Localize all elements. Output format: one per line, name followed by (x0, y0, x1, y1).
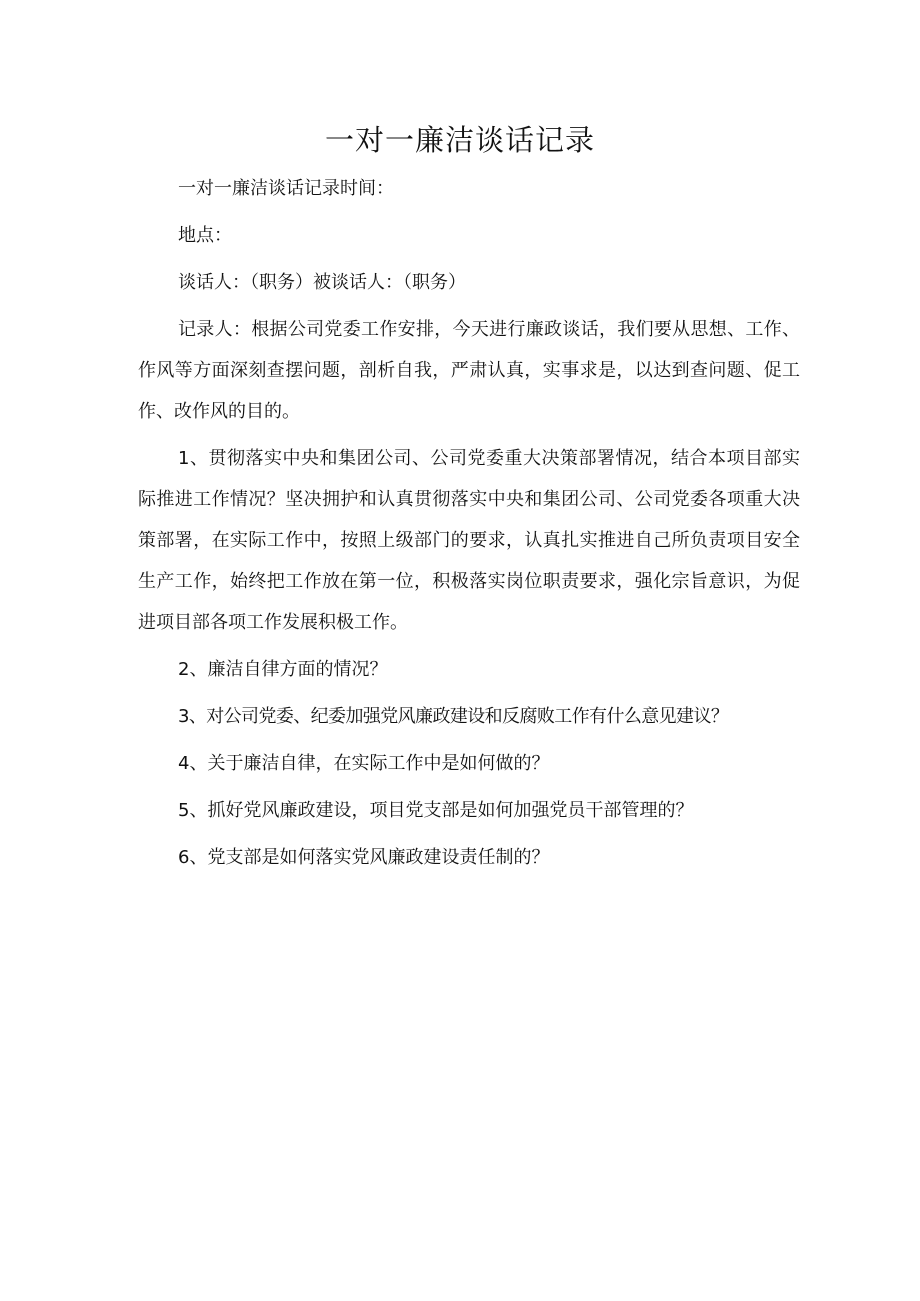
question-item-6: 6、党支部是如何落实党风廉政建设责任制的？ (178, 847, 550, 868)
intro-paragraph: 记录人：根据公司党委工作安排，今天进行廉政谈话，我们要从思想、工作、作风等方面深刻查摆问题，剖析自我，严肃认真，实事求是，以达到查问题、促工作、改作风的目的。 (138, 319, 800, 422)
document-body (138, 168, 800, 884)
question-item-2: 2、廉洁自律方面的情况？ (178, 659, 388, 680)
question-item-3: 3、对公司党委、纪委加强党风廉政建设和反腐败工作有什么意见建议？ (178, 706, 729, 727)
question-item-4: 4、关于廉洁自律，在实际工作中是如何做的？ (178, 753, 550, 774)
question-item-5: 5、抓好党风廉政建设，项目党支部是如何加强党员干部管理的？ (178, 800, 694, 821)
speakers-field: 谈话人：（职务）被谈话人：（职务） (178, 272, 466, 293)
place-field: 地点： (178, 225, 232, 246)
record-time-field: 一对一廉洁谈话记录时间： (178, 178, 394, 199)
question-item-1: 1、贯彻落实中央和集团公司、公司党委重大决策部署情况，结合本项目部实际推进工作情况？坚决拥护和认真贯彻落实中央和集团公司、公司党委各项重大决策部署，在实际工作中，按照上级部门的要求，认真扎实推进自己所负责项目安全生产工作，始终把工作放在第一位，积极落实岗位职责要求，强化宗旨意识，为促进项目部各项工作发展积极工作。 (138, 448, 800, 633)
document-title: 一对一廉洁谈话记录 (324, 123, 595, 157)
